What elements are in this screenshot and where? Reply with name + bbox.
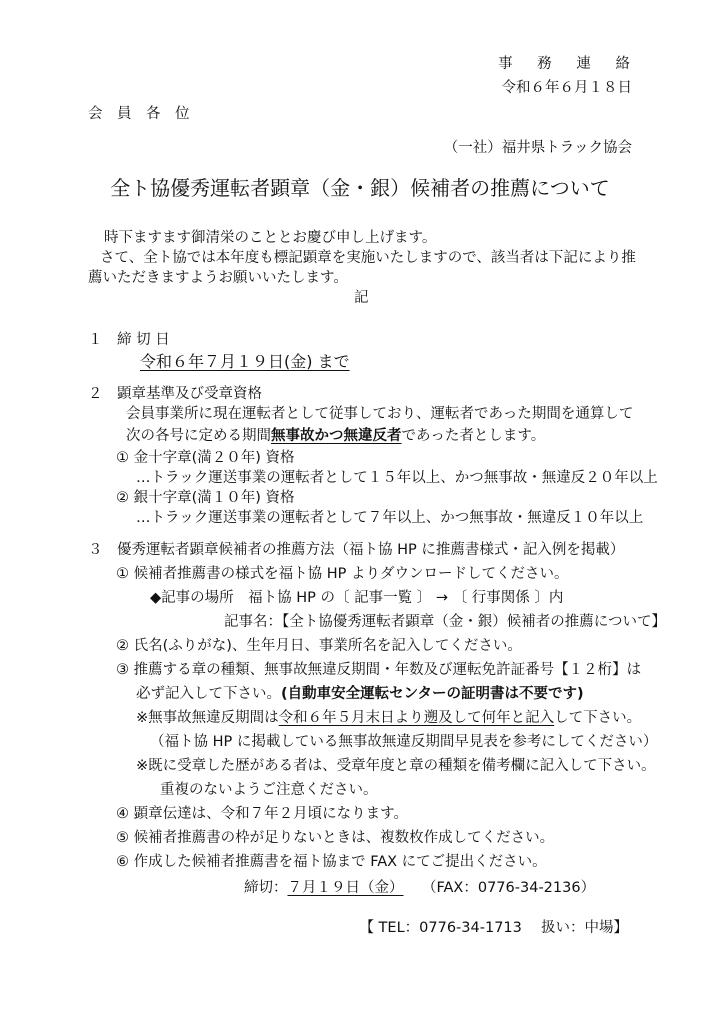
doc-type: 事 務 連 絡 [498,56,640,72]
section2-heading: ２ 顕章基準及び受章資格 [88,386,262,402]
section2-body-2-post: であった者とします。 [401,428,546,444]
section2-body-2-pre: 次の各号に定める期間 [126,428,271,444]
contact-info: 【 TEL：0776-34-1713 扱い：中場】 [359,920,628,936]
deadline-value: ７月１９日（金） [287,880,404,896]
section2-body-2 [126,428,545,445]
section3-heading: ３ 優秀運転者顕章候補者の推薦方法（福ト協 HP に推薦書様式・記入例を掲載） [88,542,625,558]
section3-item-3-note-4: 重複のないようご注意ください。 [160,782,378,798]
section3-item-2: ② 氏名(ふりがな)、生年月日、事業所名を記入してください。 [116,638,522,654]
recipient: 会 員 各 位 [88,106,190,122]
section3-item-3-line-2 [136,686,584,703]
section3-item-6: ⑥ 作成した候補者推薦書を福ト協まで FAX にてご提出ください。 [116,854,547,870]
silver-cross-title: ② 銀十字章(満１０年) 資格 [116,490,295,506]
section3-item-4: ④ 顕章伝達は、令和７年２月頃になります。 [116,806,408,822]
silver-cross-detail: …トラック運送事業の運転者として７年以上、かつ無事故・無違反１０年以上 [136,510,644,526]
deadline-line [244,880,404,897]
greeting-line-2: さて、全ト協では本年度も標記顕章を実施いたしますので、該当者は下記により推 [100,250,636,266]
item3-line2-bold: (自動車安全運転センターの証明書は不要です) [281,686,584,702]
ki-mark: 記 [354,290,369,306]
greeting-line-3: 薦いただきますようお願いいたします。 [88,270,348,286]
item3-line2-pre: 必ず記入して下さい。 [136,686,281,702]
section3-item-3-note-1 [136,710,641,727]
fax-number: （FAX：0776-34-2136） [422,880,596,896]
section3-item-3-line-1: ③ 推薦する章の種類、無事故無違反期間・年数及び運転免許証番号【１２桁】は [116,662,642,678]
section3-item-1: ① 候補者推薦書の様式を福ト協 HP よりダウンロードしてください。 [116,566,569,582]
gold-cross-title: ① 金十字章(満２０年) 資格 [116,450,295,466]
document-title: 全ト協優秀運転者顕章（金・銀）候補者の推薦について [110,176,610,200]
section2-body-2-bold: 無事故かつ無違反者 [271,428,402,444]
section2-body-1: 会員事業所に現在運転者として従事しており、運転者であった期間を通算して [126,406,634,422]
greeting-line-1: 時下ますます御清栄のこととお慶び申し上げます。 [104,230,437,246]
item3-note1-underlined: 令和６年５月末日より遡及して何年と記入 [278,710,555,726]
article-name: 記事名：【全ト協優秀運転者顕章（金・銀）候補者の推薦について】 [224,614,666,630]
sender: （一社）福井県トラック協会 [443,140,632,156]
deadline-label: 締切： [244,880,288,896]
section3-item-3-note-3: ※既に受章した歴がある者は、受章年度と章の種類を備考欄に記入して下さい。 [136,758,656,774]
section3-item-3-note-2: （福ト協 HP に掲載している無事故無違反期間早見表を参考にしてください） [150,734,658,750]
deadline-main: 令和６年７月１９日(金) まで [140,352,350,371]
article-location: ◆記事の場所 福ト協 HP の〔 記事一覧 〕 → 〔 行事関係 〕内 [150,590,564,606]
section3-item-5: ⑤ 候補者推薦書の枠が足りないときは、複数枚作成してください。 [116,830,555,846]
item3-note1-pre: ※無事故無違反期間は [136,710,279,726]
section1-heading: １ 締 切 日 [88,332,170,348]
doc-date: 令和６年６月１８日 [501,80,632,96]
gold-cross-detail: …トラック運送事業の運転者として１５年以上、かつ無事故・無違反２０年以上 [136,470,658,486]
item3-note1-post: して下さい。 [554,710,642,726]
